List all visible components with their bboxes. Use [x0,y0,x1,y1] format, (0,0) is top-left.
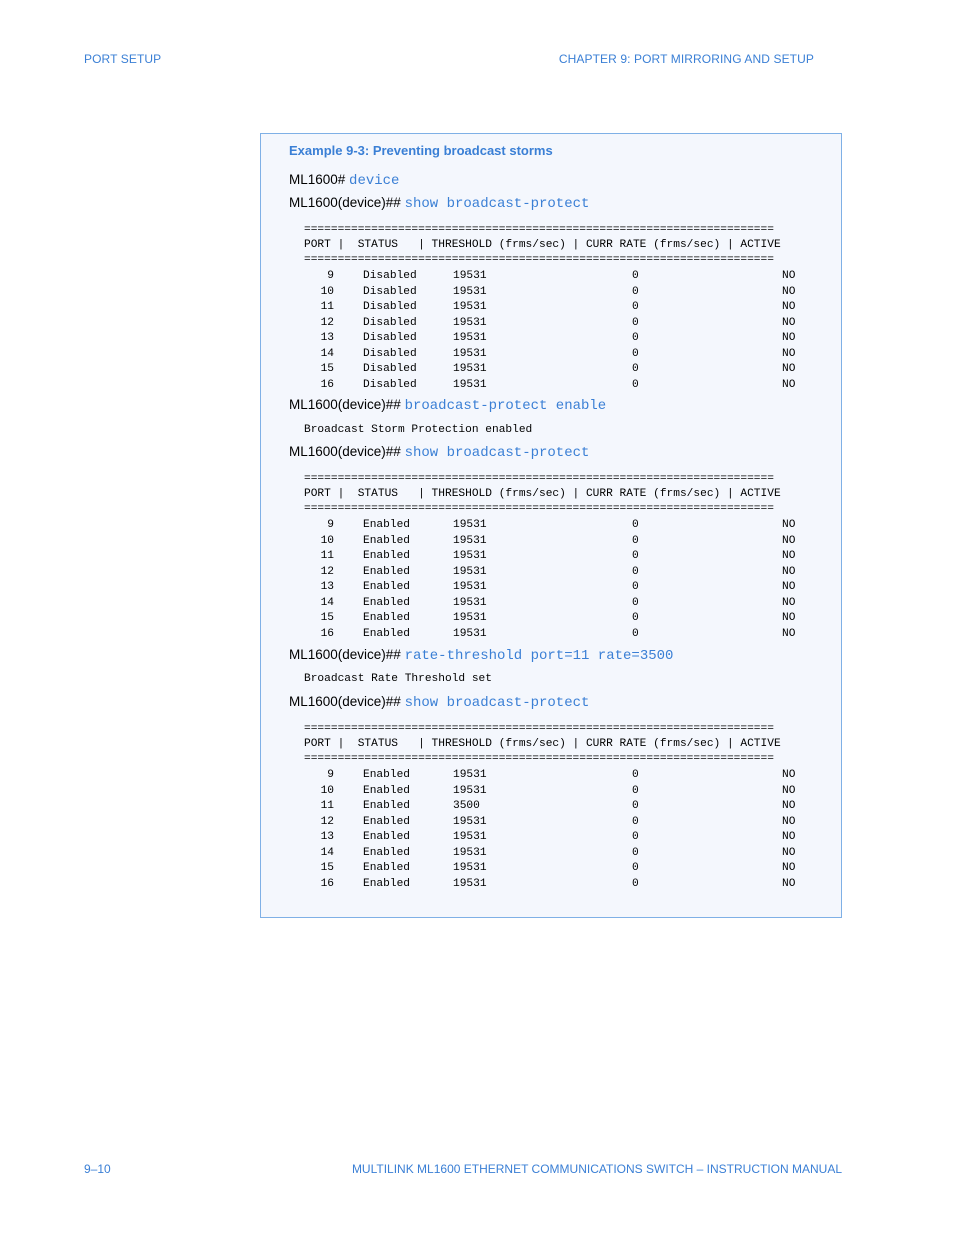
table-separator: ====================================================================== [304,254,774,266]
table-row [304,611,828,627]
threshold-cell: 19531 [453,519,487,531]
cli-prompt: ML1600(device)## [289,195,405,210]
table-row [304,285,828,301]
curr-rate-cell: 0 [632,270,639,282]
threshold-cell: 19531 [453,363,487,376]
active-cell: NO [782,784,796,797]
table-separator: ====================================================================== [304,723,774,735]
table-row [304,768,828,784]
cli-command: device [349,173,400,189]
curr-rate-cell: 0 [632,831,639,844]
threshold-cell: 19531 [453,285,487,298]
threshold-cell: 19531 [453,347,487,360]
active-cell: NO [782,363,796,376]
port-cell: 14 [320,846,334,859]
threshold-cell: 19531 [453,846,487,859]
threshold-cell: 19531 [453,301,487,314]
table-row [304,830,828,846]
status-cell: Disabled [363,332,417,345]
threshold-cell: 19531 [453,877,487,890]
active-cell: NO [782,769,796,781]
active-cell: NO [782,301,796,314]
port-cell: 12 [320,316,334,329]
status-cell: Disabled [363,347,417,360]
threshold-cell: 19531 [453,862,487,875]
status-cell: Enabled [363,815,410,828]
table-row [304,269,828,285]
port-cell: 9 [327,769,334,781]
cli-command: show broadcast-protect [404,695,590,711]
threshold-cell: 19531 [453,316,487,329]
port-cell: 9 [327,519,334,531]
port-cell: 13 [320,332,334,345]
status-cell: Disabled [363,378,417,391]
manual-title: MULTILINK ML1600 ETHERNET COMMUNICATIONS SWITCH – INSTRUCTION MANUAL [351,1162,842,1176]
port-cell: 11 [320,800,334,813]
table-row [304,846,828,862]
port-cell: 16 [320,627,334,640]
port-cell: 14 [320,596,334,609]
active-cell: NO [782,831,796,844]
threshold-cell: 19531 [453,550,487,563]
command-line-enable [289,397,606,414]
active-cell: NO [782,285,796,298]
table-header: PORT | STATUS | THRESHOLD (frms/sec) | CURR RATE (frms/sec) | ACTIVE [304,738,781,750]
response-message: Broadcast Rate Threshold set [304,673,492,685]
threshold-cell: 19531 [453,581,487,594]
table-row [304,861,828,877]
active-cell: NO [782,378,796,391]
threshold-cell: 19531 [453,270,487,282]
status-cell: Disabled [363,363,417,376]
active-cell: NO [782,332,796,345]
threshold-cell: 19531 [453,612,487,625]
table-header: PORT | STATUS | THRESHOLD (frms/sec) | CURR RATE (frms/sec) | ACTIVE [304,488,781,500]
status-cell: Disabled [363,270,417,282]
table-row [304,362,828,378]
active-cell: NO [782,800,796,813]
table-row [304,300,828,316]
command-line-show-1 [289,195,589,212]
table-separator: ====================================================================== [304,503,774,515]
active-cell: NO [782,316,796,329]
table-row [304,331,828,347]
status-cell: Enabled [363,862,410,875]
curr-rate-cell: 0 [632,519,639,531]
active-cell: NO [782,862,796,875]
threshold-cell: 19531 [453,831,487,844]
port-cell: 15 [320,363,334,376]
table-row [304,815,828,831]
status-cell: Disabled [363,285,417,298]
threshold-cell: 19531 [453,784,487,797]
port-cell: 16 [320,378,334,391]
curr-rate-cell: 0 [632,285,639,298]
status-cell: Enabled [363,550,410,563]
table-row [304,534,828,550]
status-cell: Enabled [363,581,410,594]
table-row [304,877,828,893]
status-cell: Enabled [363,627,410,640]
cli-prompt: ML1600(device)## [289,397,405,412]
status-cell: Enabled [363,565,410,578]
response-message: Broadcast Storm Protection enabled [304,424,533,436]
port-cell: 12 [320,815,334,828]
status-cell: Enabled [363,534,410,547]
status-cell: Enabled [363,769,410,781]
status-cell: Enabled [363,846,410,859]
command-line-rate-threshold [289,647,673,664]
command-line-show-2 [289,444,589,461]
curr-rate-cell: 0 [632,596,639,609]
port-cell: 13 [320,831,334,844]
active-cell: NO [782,612,796,625]
table-row [304,316,828,332]
active-cell: NO [782,581,796,594]
threshold-cell: 19531 [453,596,487,609]
table-separator: ====================================================================== [304,473,774,485]
cli-command: rate-threshold port=11 rate=3500 [404,648,674,664]
threshold-cell: 19531 [453,627,487,640]
curr-rate-cell: 0 [632,846,639,859]
table-header: PORT | STATUS | THRESHOLD (frms/sec) | CURR RATE (frms/sec) | ACTIVE [304,239,781,251]
curr-rate-cell: 0 [632,581,639,594]
status-cell: Enabled [363,800,410,813]
active-cell: NO [782,550,796,563]
threshold-cell: 19531 [453,332,487,345]
table-row [304,347,828,363]
table-row [304,799,828,815]
cli-prompt: ML1600(device)## [289,647,405,662]
curr-rate-cell: 0 [632,534,639,547]
threshold-cell: 19531 [453,769,487,781]
active-cell: NO [782,846,796,859]
active-cell: NO [782,815,796,828]
cli-prompt: ML1600# [289,172,350,187]
curr-rate-cell: 0 [632,784,639,797]
active-cell: NO [782,270,796,282]
page-number: 9–10 [84,1162,111,1176]
curr-rate-cell: 0 [632,301,639,314]
port-cell: 15 [320,612,334,625]
active-cell: NO [782,534,796,547]
status-cell: Enabled [363,877,410,890]
running-header-section: PORT SETUP [84,52,162,66]
active-cell: NO [782,519,796,531]
status-cell: Disabled [363,316,417,329]
running-header-chapter: CHAPTER 9: PORT MIRRORING AND SETUP [558,52,814,66]
status-cell: Enabled [363,519,410,531]
port-cell: 16 [320,877,334,890]
port-cell: 9 [327,270,334,282]
curr-rate-cell: 0 [632,550,639,563]
cli-command: broadcast-protect enable [404,398,607,414]
active-cell: NO [782,565,796,578]
port-cell: 15 [320,862,334,875]
curr-rate-cell: 0 [632,378,639,391]
cli-prompt: ML1600(device)## [289,694,405,709]
threshold-cell: 3500 [453,800,480,813]
table-row [304,378,828,394]
curr-rate-cell: 0 [632,363,639,376]
command-line-device [289,172,399,189]
cli-command: show broadcast-protect [404,445,590,461]
command-line-show-3 [289,694,589,711]
active-cell: NO [782,347,796,360]
port-cell: 10 [320,534,334,547]
table-row [304,518,828,534]
table-row [304,596,828,612]
status-cell: Enabled [363,612,410,625]
table-separator: ====================================================================== [304,224,774,236]
status-cell: Enabled [363,784,410,797]
status-cell: Disabled [363,301,417,314]
threshold-cell: 19531 [453,378,487,391]
curr-rate-cell: 0 [632,347,639,360]
port-cell: 10 [320,285,334,298]
example-title: Example 9-3: Preventing broadcast storms [289,143,553,158]
curr-rate-cell: 0 [632,565,639,578]
active-cell: NO [782,596,796,609]
example-box [260,133,842,918]
port-cell: 10 [320,784,334,797]
port-cell: 13 [320,581,334,594]
curr-rate-cell: 0 [632,332,639,345]
threshold-cell: 19531 [453,815,487,828]
active-cell: NO [782,877,796,890]
active-cell: NO [782,627,796,640]
curr-rate-cell: 0 [632,800,639,813]
cli-prompt: ML1600(device)## [289,444,405,459]
table-row [304,549,828,565]
curr-rate-cell: 0 [632,877,639,890]
port-cell: 11 [320,550,334,563]
curr-rate-cell: 0 [632,769,639,781]
port-cell: 14 [320,347,334,360]
table-row [304,784,828,800]
curr-rate-cell: 0 [632,316,639,329]
table-row [304,627,828,643]
cli-command: show broadcast-protect [404,196,590,212]
curr-rate-cell: 0 [632,612,639,625]
threshold-cell: 19531 [453,534,487,547]
curr-rate-cell: 0 [632,815,639,828]
curr-rate-cell: 0 [632,862,639,875]
curr-rate-cell: 0 [632,627,639,640]
status-cell: Enabled [363,596,410,609]
port-cell: 11 [320,301,334,314]
table-separator: ====================================================================== [304,753,774,765]
threshold-cell: 19531 [453,565,487,578]
table-row [304,580,828,596]
status-cell: Enabled [363,831,410,844]
port-cell: 12 [320,565,334,578]
table-row [304,565,828,581]
